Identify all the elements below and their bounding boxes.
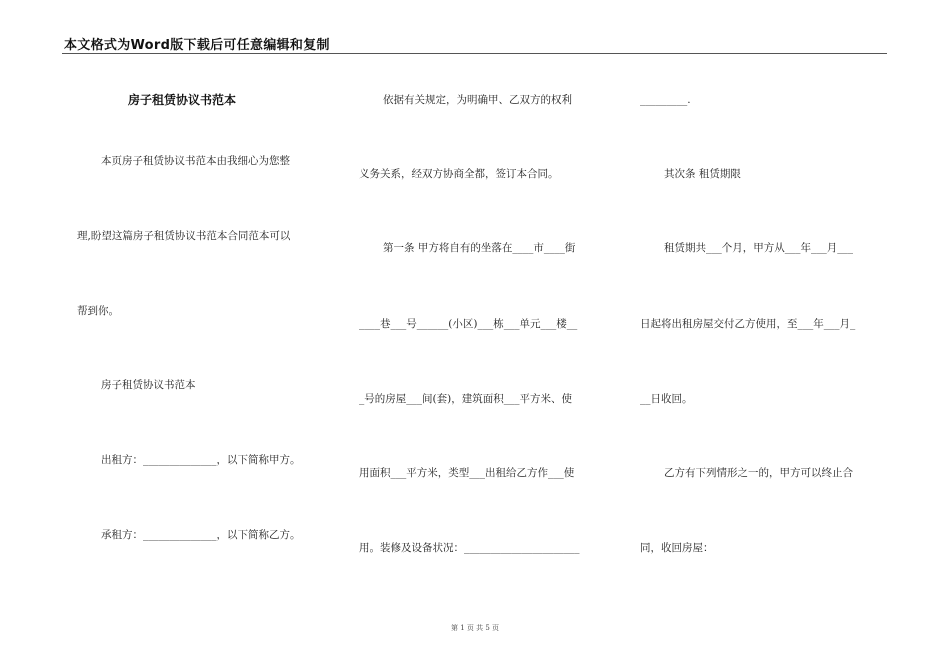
paragraph-line: 理,盼望这篇房子租赁协议书范本合同范本可以 (77, 230, 291, 242)
paragraph-line: 用面积___平方米，类型___出租给乙方作___使 (359, 467, 575, 479)
header-divider (62, 53, 887, 54)
paragraph-line: 日起将出租房屋交付乙方使用，至___年___月_ (640, 318, 856, 330)
article-2-heading: 其次条 租赁期限 (664, 168, 741, 180)
paragraph-line: 乙方有下列情形之一的，甲方可以终止合 (664, 467, 853, 479)
article-1-line: 第一条 甲方将自有的坐落在____市____街 (383, 242, 576, 254)
paragraph-line: 用。装修及设备状况：______________________ (359, 542, 580, 554)
paragraph-line: __日收回。 (640, 393, 693, 405)
paragraph-line: 本页房子租赁协议书范本由我细心为您整 (101, 155, 290, 167)
paragraph-line: _________. (640, 94, 691, 106)
lessor-line: 出租方：______________，以下简称甲方。 (101, 454, 301, 466)
paragraph-line: ____巷___号______(小区)___栋___单元___楼__ (359, 318, 578, 330)
paragraph-line: 帮到你。 (77, 305, 119, 317)
paragraph-line: 同，收回房屋： (640, 542, 714, 554)
section-heading: 房子租赁协议书范本 (101, 379, 196, 391)
document-header-banner: 本文格式为Word版下载后可任意编辑和复制 (64, 38, 330, 53)
paragraph-line: 依据有关规定，为明确甲、乙双方的权利 (383, 94, 572, 106)
document-title: 房子租赁协议书范本 (128, 93, 237, 107)
paragraph-line: 义务关系，经双方协商全都，签订本合同。 (359, 168, 559, 180)
paragraph-line: 租赁期共___个月，甲方从___年___月___ (664, 242, 853, 254)
lessee-line: 承租方：______________，以下简称乙方。 (101, 529, 301, 541)
page-number-footer: 第 1 页 共 5 页 (450, 624, 500, 632)
paragraph-line: _号的房屋___间(套)，建筑面积___平方米、使 (359, 393, 572, 405)
